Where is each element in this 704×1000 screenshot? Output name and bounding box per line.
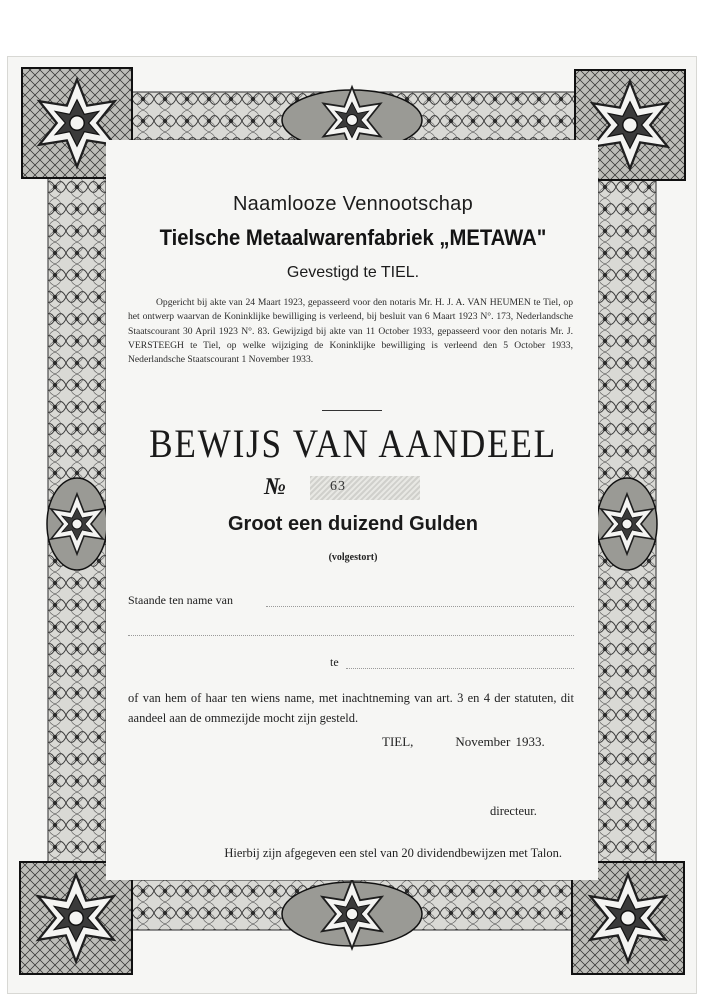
place-line[interactable] xyxy=(346,668,574,669)
medallion-left-middle xyxy=(47,478,107,570)
number-label: № xyxy=(264,474,286,500)
company-type: Naamlooze Vennootschap xyxy=(232,193,474,215)
dividend-coupons-note: Hierbij zijn afgegeven een stel van 20 dividendbewijzen met Talon. xyxy=(224,846,562,860)
holder-name-line-2[interactable] xyxy=(128,635,574,636)
certificate-number: 63 xyxy=(330,479,346,494)
company-name: Tielsche Metaalwarenfabriek „METAWA" xyxy=(159,225,547,250)
place-and-date: TIEL, November 1933. xyxy=(382,734,545,749)
certificate-title: BEWIJS VAN AANDEEL xyxy=(149,421,557,466)
divider xyxy=(322,410,382,411)
share-amount: Groot een duizend Gulden xyxy=(228,513,478,535)
place-label: te xyxy=(330,655,339,669)
transfer-clause: of van hem of haar ten wiens name, met inachtneming van art. 3 en 4 der statuten, dit aandeel aan de ommezijde mocht zijn gesteld. xyxy=(128,691,574,725)
holder-label: Staande ten name van xyxy=(128,593,233,607)
holder-name-line[interactable] xyxy=(266,606,574,607)
founding-text: Opgericht bij akte van 24 Maart 1923, gepasseerd voor den notaris Mr. H. J. A. VAN HEUMEN te Tiel, op het ontwerp waarvan de Koninklijke bewilliging is verleend, bij besluit van 6 Maart 1923 N°. 173, Nederlandsche Staatscourant 30 April 1923 N°. 83. Gewijzigd bij akte van 11 October 1933, gepasseerd voor den notaris Mr. J. VERSTEEGH te Tiel, op welke wijziging de Koninklijke bewilliging is verleend den 5 October 1933, Nederlandsche Staatscourant 1 November 1933. xyxy=(128,297,573,366)
paid-up-note: (volgestort) xyxy=(328,552,378,563)
registered-seat: Gevestigd te TIEL. xyxy=(286,264,420,281)
director-signature-label: directeur. xyxy=(490,804,537,818)
medallion-right-middle xyxy=(597,478,657,570)
number-field-background xyxy=(310,476,420,500)
